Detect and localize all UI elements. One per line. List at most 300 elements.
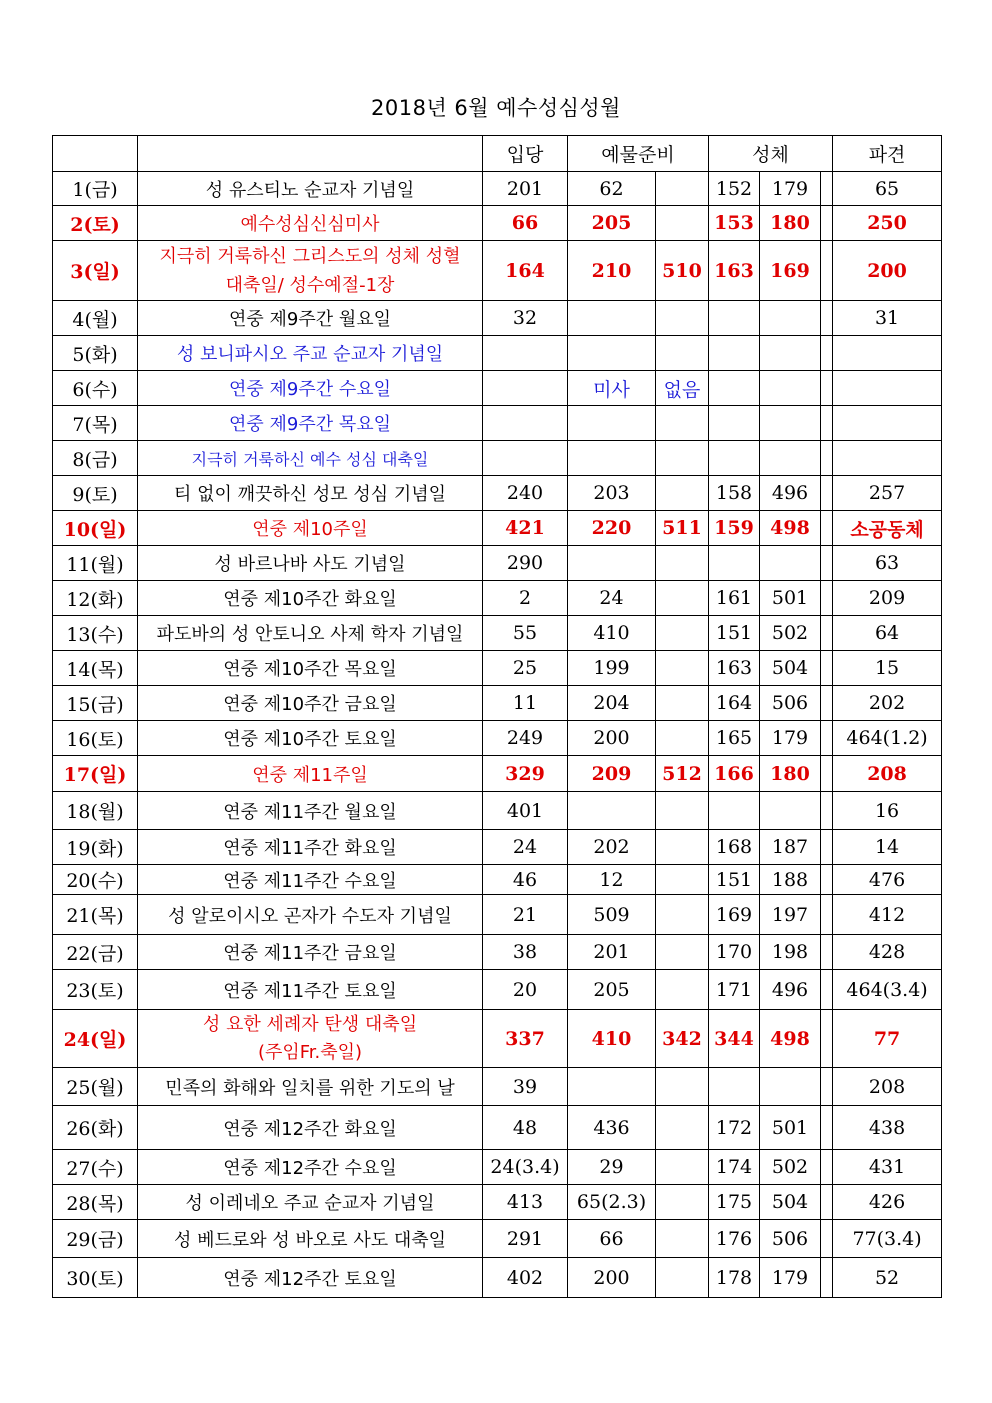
- header-day: [53, 136, 138, 172]
- offering-2-cell: [656, 1150, 709, 1185]
- communion-1-cell: 163: [709, 651, 760, 686]
- communion-2-cell: 496: [760, 476, 821, 511]
- communion-3-cell: [821, 546, 833, 581]
- event-cell: 연중 제12주간 화요일: [138, 1106, 483, 1150]
- communion-1-cell: 152: [709, 172, 760, 206]
- entry-cell: 401: [483, 792, 568, 830]
- dismissal-cell: 250: [833, 206, 942, 241]
- offering-2-cell: [656, 1258, 709, 1298]
- table-row: [53, 206, 942, 241]
- day-cell: 8(금): [53, 441, 138, 476]
- dismissal-cell: 208: [833, 756, 942, 792]
- communion-2-cell: 180: [760, 756, 821, 792]
- event-cell: 연중 제11주간 수요일: [138, 865, 483, 895]
- page-title: 2018년 6월 예수성심성월: [371, 96, 621, 120]
- communion-1-cell: 165: [709, 721, 760, 756]
- entry-cell: [483, 371, 568, 406]
- communion-1-cell: 178: [709, 1258, 760, 1298]
- communion-3-cell: [821, 895, 833, 935]
- offering-1-cell: [568, 406, 656, 441]
- event-cell: [138, 241, 483, 301]
- event-cell: 성 알로이시오 곤자가 수도자 기념일: [138, 895, 483, 935]
- table-row: [53, 546, 942, 581]
- communion-3-cell: [821, 830, 833, 865]
- offering-2-cell: [656, 476, 709, 511]
- communion-1-cell: [709, 301, 760, 336]
- dismissal-cell: 31: [833, 301, 942, 336]
- entry-cell: 201: [483, 172, 568, 206]
- entry-cell: 413: [483, 1185, 568, 1220]
- dismissal-cell: [833, 371, 942, 406]
- communion-3-cell: [821, 1185, 833, 1220]
- entry-cell: 66: [483, 206, 568, 241]
- communion-3-cell: [821, 476, 833, 511]
- communion-3-cell: [821, 756, 833, 792]
- communion-3-cell: [821, 1220, 833, 1258]
- communion-1-cell: 163: [709, 241, 760, 301]
- offering-1-cell: 410: [568, 1010, 656, 1068]
- dismissal-cell: 16: [833, 792, 942, 830]
- entry-cell: 48: [483, 1106, 568, 1150]
- day-cell: 30(토): [53, 1258, 138, 1298]
- entry-cell: 249: [483, 721, 568, 756]
- offering-2-cell: [656, 172, 709, 206]
- offering-2-cell: 512: [656, 756, 709, 792]
- communion-2-cell: [760, 792, 821, 830]
- dismissal-cell: 438: [833, 1106, 942, 1150]
- dismissal-cell: 52: [833, 1258, 942, 1298]
- communion-2-cell: 198: [760, 935, 821, 970]
- entry-cell: 421: [483, 511, 568, 546]
- offering-1-cell: 205: [568, 970, 656, 1010]
- event-cell: 연중 제12주간 수요일: [138, 1150, 483, 1185]
- communion-3-cell: [821, 721, 833, 756]
- dismissal-cell: 14: [833, 830, 942, 865]
- day-cell: 2(토): [53, 206, 138, 241]
- communion-2-cell: 502: [760, 1150, 821, 1185]
- event-cell: 예수성심신심미사: [138, 206, 483, 241]
- table-row: [53, 511, 942, 546]
- offering-2-cell: [656, 1106, 709, 1150]
- communion-3-cell: [821, 406, 833, 441]
- offering-1-cell: 29: [568, 1150, 656, 1185]
- entry-cell: 290: [483, 546, 568, 581]
- table-row: [53, 865, 942, 895]
- offering-2-cell: [656, 1185, 709, 1220]
- day-cell: 1(금): [53, 172, 138, 206]
- table-row: [53, 336, 942, 371]
- dismissal-cell: 412: [833, 895, 942, 935]
- dismissal-cell: 257: [833, 476, 942, 511]
- day-cell: 21(목): [53, 895, 138, 935]
- entry-cell: 24(3.4): [483, 1150, 568, 1185]
- entry-cell: [483, 336, 568, 371]
- communion-2-cell: 501: [760, 1106, 821, 1150]
- entry-cell: 164: [483, 241, 568, 301]
- communion-3-cell: [821, 371, 833, 406]
- offering-1-cell: [568, 1068, 656, 1106]
- header-row: [53, 136, 942, 172]
- communion-2-cell: 498: [760, 1010, 821, 1068]
- offering-1-cell: 24: [568, 581, 656, 616]
- communion-2-cell: [760, 406, 821, 441]
- entry-cell: 39: [483, 1068, 568, 1106]
- table-row: [53, 792, 942, 830]
- event-cell: 연중 제11주간 화요일: [138, 830, 483, 865]
- dismissal-cell: 209: [833, 581, 942, 616]
- table-row: [53, 1106, 942, 1150]
- table-row: [53, 1185, 942, 1220]
- entry-cell: 11: [483, 686, 568, 721]
- communion-2-cell: 496: [760, 970, 821, 1010]
- dismissal-cell: 63: [833, 546, 942, 581]
- entry-cell: 2: [483, 581, 568, 616]
- day-cell: 26(화): [53, 1106, 138, 1150]
- communion-1-cell: 171: [709, 970, 760, 1010]
- offering-1-cell: 200: [568, 721, 656, 756]
- entry-cell: [483, 406, 568, 441]
- communion-1-cell: 344: [709, 1010, 760, 1068]
- dismissal-cell: 428: [833, 935, 942, 970]
- table-row: [53, 476, 942, 511]
- offering-1-cell: [568, 441, 656, 476]
- dismissal-cell: 소공동체: [833, 511, 942, 546]
- table-row: [53, 721, 942, 756]
- communion-1-cell: [709, 546, 760, 581]
- communion-1-cell: 151: [709, 616, 760, 651]
- event-cell: 파도바의 성 안토니오 사제 학자 기념일: [138, 616, 483, 651]
- offering-1-cell: 209: [568, 756, 656, 792]
- communion-1-cell: [709, 441, 760, 476]
- offering-2-cell: [656, 895, 709, 935]
- event-cell: [138, 1010, 483, 1068]
- communion-3-cell: [821, 1068, 833, 1106]
- communion-2-cell: 498: [760, 511, 821, 546]
- event-cell: 성 베드로와 성 바오로 사도 대축일: [138, 1220, 483, 1258]
- offering-1-cell: 410: [568, 616, 656, 651]
- event-cell: 성 보니파시오 주교 순교자 기념일: [138, 336, 483, 371]
- offering-2-cell: 없음: [656, 371, 709, 406]
- day-cell: 28(목): [53, 1185, 138, 1220]
- communion-1-cell: [709, 336, 760, 371]
- entry-cell: 329: [483, 756, 568, 792]
- day-cell: 6(수): [53, 371, 138, 406]
- offering-1-cell: 205: [568, 206, 656, 241]
- header-offering: 예물준비: [568, 136, 709, 172]
- event-cell: 연중 제10주간 금요일: [138, 686, 483, 721]
- communion-2-cell: 504: [760, 651, 821, 686]
- dismissal-cell: 202: [833, 686, 942, 721]
- communion-2-cell: 501: [760, 581, 821, 616]
- offering-2-cell: [656, 546, 709, 581]
- communion-3-cell: [821, 206, 833, 241]
- event-cell: 성 유스티노 순교자 기념일: [138, 172, 483, 206]
- event-cell: 연중 제10주간 토요일: [138, 721, 483, 756]
- communion-1-cell: 158: [709, 476, 760, 511]
- day-cell: 25(월): [53, 1068, 138, 1106]
- day-cell: 15(금): [53, 686, 138, 721]
- day-cell: 12(화): [53, 581, 138, 616]
- communion-2-cell: 180: [760, 206, 821, 241]
- header-dismissal: 파견: [833, 136, 942, 172]
- dismissal-cell: [833, 441, 942, 476]
- schedule-table: [52, 135, 942, 1298]
- offering-2-cell: [656, 686, 709, 721]
- communion-2-cell: [760, 441, 821, 476]
- event-cell: 민족의 화해와 일치를 위한 기도의 날: [138, 1068, 483, 1106]
- offering-2-cell: [656, 935, 709, 970]
- communion-1-cell: 151: [709, 865, 760, 895]
- day-cell: 20(수): [53, 865, 138, 895]
- communion-3-cell: [821, 172, 833, 206]
- communion-2-cell: 197: [760, 895, 821, 935]
- dismissal-cell: 464(3.4): [833, 970, 942, 1010]
- header-event: [138, 136, 483, 172]
- offering-1-cell: 65(2.3): [568, 1185, 656, 1220]
- offering-1-cell: [568, 301, 656, 336]
- day-cell: 10(일): [53, 511, 138, 546]
- offering-2-cell: [656, 206, 709, 241]
- table-row: [53, 1010, 942, 1068]
- event-line-2: (주임Fr.축일): [257, 1041, 363, 1063]
- event-cell: 연중 제9주간 월요일: [138, 301, 483, 336]
- day-cell: 14(목): [53, 651, 138, 686]
- header-entry: 입당: [483, 136, 568, 172]
- offering-2-cell: [656, 651, 709, 686]
- entry-cell: 21: [483, 895, 568, 935]
- communion-1-cell: 159: [709, 511, 760, 546]
- dismissal-cell: 15: [833, 651, 942, 686]
- communion-1-cell: 175: [709, 1185, 760, 1220]
- offering-2-cell: [656, 865, 709, 895]
- day-cell: 7(목): [53, 406, 138, 441]
- event-line-1: 성 요한 세례자 탄생 대축일: [202, 1013, 418, 1035]
- communion-3-cell: [821, 241, 833, 301]
- table-row: [53, 581, 942, 616]
- day-cell: 13(수): [53, 616, 138, 651]
- communion-1-cell: [709, 1068, 760, 1106]
- event-cell: 연중 제9주간 수요일: [138, 371, 483, 406]
- communion-2-cell: 179: [760, 172, 821, 206]
- entry-cell: 25: [483, 651, 568, 686]
- event-cell: 연중 제10주간 목요일: [138, 651, 483, 686]
- communion-2-cell: 169: [760, 241, 821, 301]
- event-cell: 연중 제12주간 토요일: [138, 1258, 483, 1298]
- table-row: [53, 1220, 942, 1258]
- offering-1-cell: 201: [568, 935, 656, 970]
- entry-cell: 24: [483, 830, 568, 865]
- offering-2-cell: [656, 406, 709, 441]
- table-row: [53, 1068, 942, 1106]
- table-row: [53, 935, 942, 970]
- offering-2-cell: [656, 721, 709, 756]
- dismissal-cell: 200: [833, 241, 942, 301]
- offering-1-cell: 12: [568, 865, 656, 895]
- dismissal-cell: 77(3.4): [833, 1220, 942, 1258]
- offering-1-cell: 미사: [568, 371, 656, 406]
- day-cell: 29(금): [53, 1220, 138, 1258]
- communion-1-cell: 164: [709, 686, 760, 721]
- offering-2-cell: [656, 970, 709, 1010]
- table-row: [53, 371, 942, 406]
- communion-3-cell: [821, 686, 833, 721]
- communion-1-cell: 176: [709, 1220, 760, 1258]
- entry-cell: 20: [483, 970, 568, 1010]
- communion-1-cell: 161: [709, 581, 760, 616]
- communion-2-cell: 179: [760, 1258, 821, 1298]
- table-row: [53, 970, 942, 1010]
- communion-3-cell: [821, 651, 833, 686]
- offering-2-cell: [656, 336, 709, 371]
- event-cell: 성 바르나바 사도 기념일: [138, 546, 483, 581]
- offering-2-cell: 510: [656, 241, 709, 301]
- communion-2-cell: [760, 301, 821, 336]
- entry-cell: 46: [483, 865, 568, 895]
- table-row: [53, 830, 942, 865]
- event-cell: 연중 제11주간 토요일: [138, 970, 483, 1010]
- communion-3-cell: [821, 441, 833, 476]
- communion-1-cell: [709, 406, 760, 441]
- table-row: [53, 756, 942, 792]
- table-row: [53, 1150, 942, 1185]
- offering-2-cell: [656, 301, 709, 336]
- event-line-1: 지극히 거룩하신 그리스도의 성체 성혈: [159, 245, 461, 267]
- day-cell: 3(일): [53, 241, 138, 301]
- table-row: [53, 616, 942, 651]
- entry-cell: [483, 441, 568, 476]
- offering-1-cell: 220: [568, 511, 656, 546]
- day-cell: 22(금): [53, 935, 138, 970]
- table-row: [53, 241, 942, 301]
- day-cell: 11(월): [53, 546, 138, 581]
- dismissal-cell: 65: [833, 172, 942, 206]
- communion-3-cell: [821, 616, 833, 651]
- communion-2-cell: 502: [760, 616, 821, 651]
- communion-3-cell: [821, 865, 833, 895]
- table-row: [53, 1258, 942, 1298]
- communion-2-cell: [760, 336, 821, 371]
- communion-2-cell: 506: [760, 686, 821, 721]
- entry-cell: 402: [483, 1258, 568, 1298]
- communion-3-cell: [821, 970, 833, 1010]
- day-cell: 4(월): [53, 301, 138, 336]
- dismissal-cell: [833, 336, 942, 371]
- communion-3-cell: [821, 301, 833, 336]
- communion-2-cell: 506: [760, 1220, 821, 1258]
- event-cell: 연중 제10주일: [138, 511, 483, 546]
- event-cell: 지극히 거룩하신 예수 성심 대축일: [138, 441, 483, 476]
- entry-cell: 337: [483, 1010, 568, 1068]
- table-row: [53, 406, 942, 441]
- day-cell: 16(토): [53, 721, 138, 756]
- communion-1-cell: 168: [709, 830, 760, 865]
- communion-1-cell: 174: [709, 1150, 760, 1185]
- communion-1-cell: 153: [709, 206, 760, 241]
- offering-2-cell: [656, 616, 709, 651]
- event-cell: 연중 제10주간 화요일: [138, 581, 483, 616]
- dismissal-cell: 431: [833, 1150, 942, 1185]
- offering-1-cell: 203: [568, 476, 656, 511]
- offering-2-cell: [656, 1068, 709, 1106]
- offering-2-cell: [656, 581, 709, 616]
- day-cell: 19(화): [53, 830, 138, 865]
- dismissal-cell: 426: [833, 1185, 942, 1220]
- offering-2-cell: [656, 1220, 709, 1258]
- offering-1-cell: 204: [568, 686, 656, 721]
- communion-1-cell: 169: [709, 895, 760, 935]
- entry-cell: 38: [483, 935, 568, 970]
- offering-1-cell: [568, 792, 656, 830]
- offering-2-cell: [656, 830, 709, 865]
- offering-2-cell: [656, 441, 709, 476]
- communion-2-cell: 188: [760, 865, 821, 895]
- communion-3-cell: [821, 1106, 833, 1150]
- communion-3-cell: [821, 581, 833, 616]
- dismissal-cell: 77: [833, 1010, 942, 1068]
- table-row: [53, 172, 942, 206]
- communion-1-cell: 170: [709, 935, 760, 970]
- offering-1-cell: 509: [568, 895, 656, 935]
- table-row: [53, 895, 942, 935]
- offering-1-cell: 210: [568, 241, 656, 301]
- offering-1-cell: [568, 546, 656, 581]
- communion-3-cell: [821, 792, 833, 830]
- dismissal-cell: [833, 406, 942, 441]
- communion-3-cell: [821, 336, 833, 371]
- offering-1-cell: [568, 336, 656, 371]
- event-cell: 티 없이 깨끗하신 성모 성심 기념일: [138, 476, 483, 511]
- communion-1-cell: 166: [709, 756, 760, 792]
- offering-1-cell: 200: [568, 1258, 656, 1298]
- offering-1-cell: 436: [568, 1106, 656, 1150]
- offering-2-cell: [656, 792, 709, 830]
- day-cell: 27(수): [53, 1150, 138, 1185]
- communion-3-cell: [821, 935, 833, 970]
- header-communion: 성체: [709, 136, 833, 172]
- table-row: [53, 301, 942, 336]
- day-cell: 24(일): [53, 1010, 138, 1068]
- dismissal-cell: 64: [833, 616, 942, 651]
- entry-cell: 291: [483, 1220, 568, 1258]
- event-line-2: 대축일/ 성수예절-1장: [225, 274, 395, 296]
- offering-1-cell: 202: [568, 830, 656, 865]
- communion-3-cell: [821, 1010, 833, 1068]
- day-cell: 18(월): [53, 792, 138, 830]
- event-cell: 연중 제11주간 금요일: [138, 935, 483, 970]
- offering-2-cell: 342: [656, 1010, 709, 1068]
- event-cell: 성 이레네오 주교 순교자 기념일: [138, 1185, 483, 1220]
- communion-1-cell: 172: [709, 1106, 760, 1150]
- day-cell: 23(토): [53, 970, 138, 1010]
- entry-cell: 240: [483, 476, 568, 511]
- offering-1-cell: 199: [568, 651, 656, 686]
- day-cell: 9(토): [53, 476, 138, 511]
- event-cell: 연중 제11주일: [138, 756, 483, 792]
- communion-2-cell: [760, 371, 821, 406]
- day-cell: 5(화): [53, 336, 138, 371]
- communion-2-cell: [760, 1068, 821, 1106]
- communion-2-cell: 187: [760, 830, 821, 865]
- entry-cell: 32: [483, 301, 568, 336]
- event-cell: 연중 제11주간 월요일: [138, 792, 483, 830]
- dismissal-cell: 464(1.2): [833, 721, 942, 756]
- table-row: [53, 651, 942, 686]
- entry-cell: 55: [483, 616, 568, 651]
- communion-3-cell: [821, 1150, 833, 1185]
- offering-2-cell: 511: [656, 511, 709, 546]
- table-row: [53, 686, 942, 721]
- offering-1-cell: 62: [568, 172, 656, 206]
